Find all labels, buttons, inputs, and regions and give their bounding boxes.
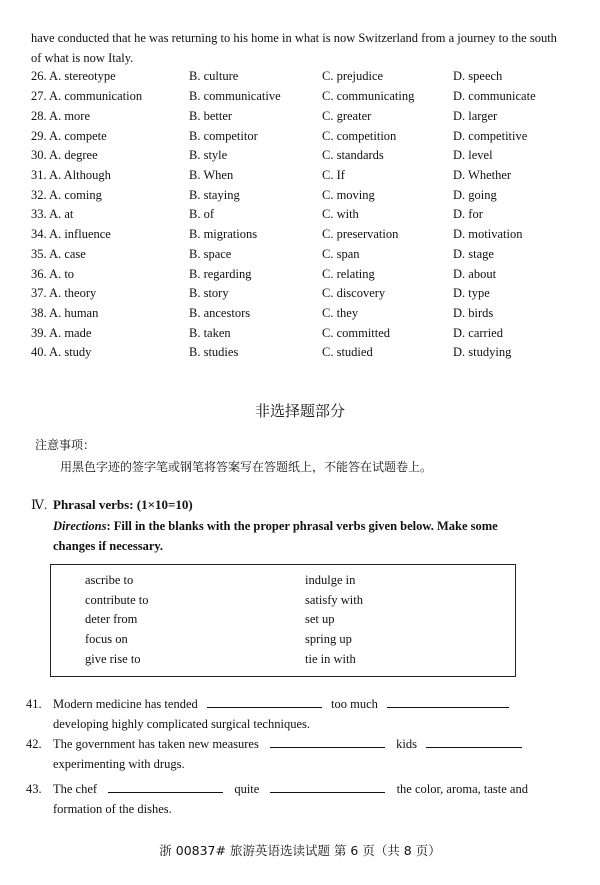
option-b: B. story (189, 286, 229, 300)
option-b: B. When (189, 168, 234, 182)
option-b: B. migrations (189, 227, 258, 241)
option-b: B. space (189, 247, 232, 261)
option-a: 31. A. Although (31, 168, 111, 182)
question-text-continued: formation of the dishes. (53, 802, 172, 816)
option-c: C. prejudice (322, 69, 384, 83)
option-row-37 (31, 286, 571, 306)
option-row-29 (31, 129, 571, 149)
option-d: D. going (453, 188, 497, 202)
question-text: the color, aroma, taste and (396, 782, 528, 796)
phrase-item: focus on (85, 632, 128, 646)
option-b: B. better (189, 109, 233, 123)
question-number: 43. (26, 782, 42, 796)
option-b: B. ancestors (189, 306, 251, 320)
page-footer: 浙 00837# 旅游英语选读试题 第 6 页（共 8 页） (159, 843, 441, 858)
option-b: B. culture (189, 69, 239, 83)
question-text-continued: experimenting with drugs. (53, 757, 185, 771)
question-text: quite (234, 782, 260, 796)
phrase-item: tie in with (305, 652, 356, 666)
option-row-36 (31, 267, 571, 287)
option-d: D. motivation (453, 227, 523, 241)
answer-blank[interactable] (108, 779, 223, 793)
notice-heading: 注意事项： (35, 438, 96, 452)
passage-ending-text: have conducted that he was returning to his home in what is now Switzerland from a journey to the south of what is now Italy. (31, 31, 557, 65)
option-row-40 (31, 345, 571, 365)
option-c: C. span (322, 247, 360, 261)
phrase-item: set up (305, 612, 335, 626)
option-a: 33. A. at (31, 207, 74, 221)
option-d: D. speech (453, 69, 503, 83)
option-c: C. greater (322, 109, 372, 123)
question-text: The government has taken new measures (53, 737, 259, 751)
phrase-box (50, 564, 516, 677)
phrase-item: ascribe to (85, 573, 134, 587)
part-number: Ⅳ. (31, 497, 48, 512)
option-b: B. staying (189, 188, 240, 202)
option-c: C. committed (322, 326, 391, 340)
question-number: 41. (26, 697, 42, 711)
option-a: 28. A. more (31, 109, 91, 123)
option-d: D. studying (453, 345, 512, 359)
option-a: 36. A. to (31, 267, 75, 281)
option-b: B. communicative (189, 89, 281, 103)
option-d: D. for (453, 207, 483, 221)
option-c: C. standards (322, 148, 384, 162)
option-a: 34. A. influence (31, 227, 111, 241)
option-c: C. moving (322, 188, 375, 202)
option-d: D. about (453, 267, 497, 281)
directions-text: : Fill in the blanks with the proper phrasal verbs given below. Make some changes if necessary. (53, 519, 498, 553)
option-row-39 (31, 326, 571, 346)
option-row-38 (31, 306, 571, 326)
option-b: B. competitor (189, 129, 258, 143)
question-text: The chef (53, 782, 98, 796)
option-b: B. regarding (189, 267, 252, 281)
option-b: B. taken (189, 326, 231, 340)
option-a: 29. A. compete (31, 129, 107, 143)
option-d: D. carried (453, 326, 503, 340)
question-text: too much (331, 697, 378, 711)
option-a: 40. A. study (31, 345, 92, 359)
option-row-30 (31, 148, 571, 168)
option-d: D. Whether (453, 168, 512, 182)
option-d: D. communicate (453, 89, 536, 103)
option-a: 38. A. human (31, 306, 99, 320)
option-c: C. studied (322, 345, 373, 359)
answer-blank[interactable] (426, 734, 522, 748)
option-d: D. birds (453, 306, 494, 320)
option-row-32 (31, 188, 571, 208)
directions (53, 516, 533, 556)
option-row-26 (31, 69, 571, 89)
question-text: kids (396, 737, 417, 751)
option-a: 27. A. communication (31, 89, 143, 103)
phrase-item: deter from (85, 612, 138, 626)
option-c: C. communicating (322, 89, 415, 103)
option-d: D. level (453, 148, 493, 162)
option-row-28 (31, 109, 571, 129)
phrase-item: contribute to (85, 593, 149, 607)
option-a: 30. A. degree (31, 148, 98, 162)
option-d: D. larger (453, 109, 498, 123)
option-a: 26. A. stereotype (31, 69, 116, 83)
option-b: B. style (189, 148, 228, 162)
directions-label: Directions (53, 519, 107, 533)
option-a: 35. A. case (31, 247, 86, 261)
option-d: D. competitive (453, 129, 528, 143)
option-c: C. relating (322, 267, 375, 281)
option-b: B. of (189, 207, 214, 221)
option-row-33 (31, 207, 571, 227)
option-a: 37. A. theory (31, 286, 97, 300)
notice-text: 用黑色字迹的签字笔或钢笔将答案写在答题纸上，不能答在试题卷上。 (60, 460, 433, 474)
part-title: Phrasal verbs: (1×10=10) (53, 497, 193, 512)
question-text: Modern medicine has tended (53, 697, 198, 711)
phrase-item: satisfy with (305, 593, 363, 607)
option-d: D. stage (453, 247, 494, 261)
question-text-continued: developing highly complicated surgical techniques. (53, 717, 310, 731)
option-a: 39. A. made (31, 326, 92, 340)
answer-blank[interactable] (387, 694, 509, 708)
option-a: 32. A. coming (31, 188, 102, 202)
option-row-27 (31, 89, 571, 109)
option-row-35 (31, 247, 571, 267)
question-number: 42. (26, 737, 42, 751)
option-c: C. preservation (322, 227, 399, 241)
option-c: C. If (322, 168, 345, 182)
phrase-item: give rise to (85, 652, 141, 666)
answer-blank[interactable] (270, 734, 385, 748)
option-row-34 (31, 227, 571, 247)
section-title: 非选择题部分 (254, 402, 345, 420)
option-d: D. type (453, 286, 490, 300)
option-c: C. with (322, 207, 359, 221)
answer-blank[interactable] (207, 694, 322, 708)
answer-blank[interactable] (270, 779, 385, 793)
phrase-item: indulge in (305, 573, 356, 587)
option-c: C. they (322, 306, 359, 320)
option-row-31 (31, 168, 571, 188)
option-c: C. discovery (322, 286, 386, 300)
option-b: B. studies (189, 345, 239, 359)
phrase-item: spring up (305, 632, 352, 646)
option-c: C. competition (322, 129, 397, 143)
